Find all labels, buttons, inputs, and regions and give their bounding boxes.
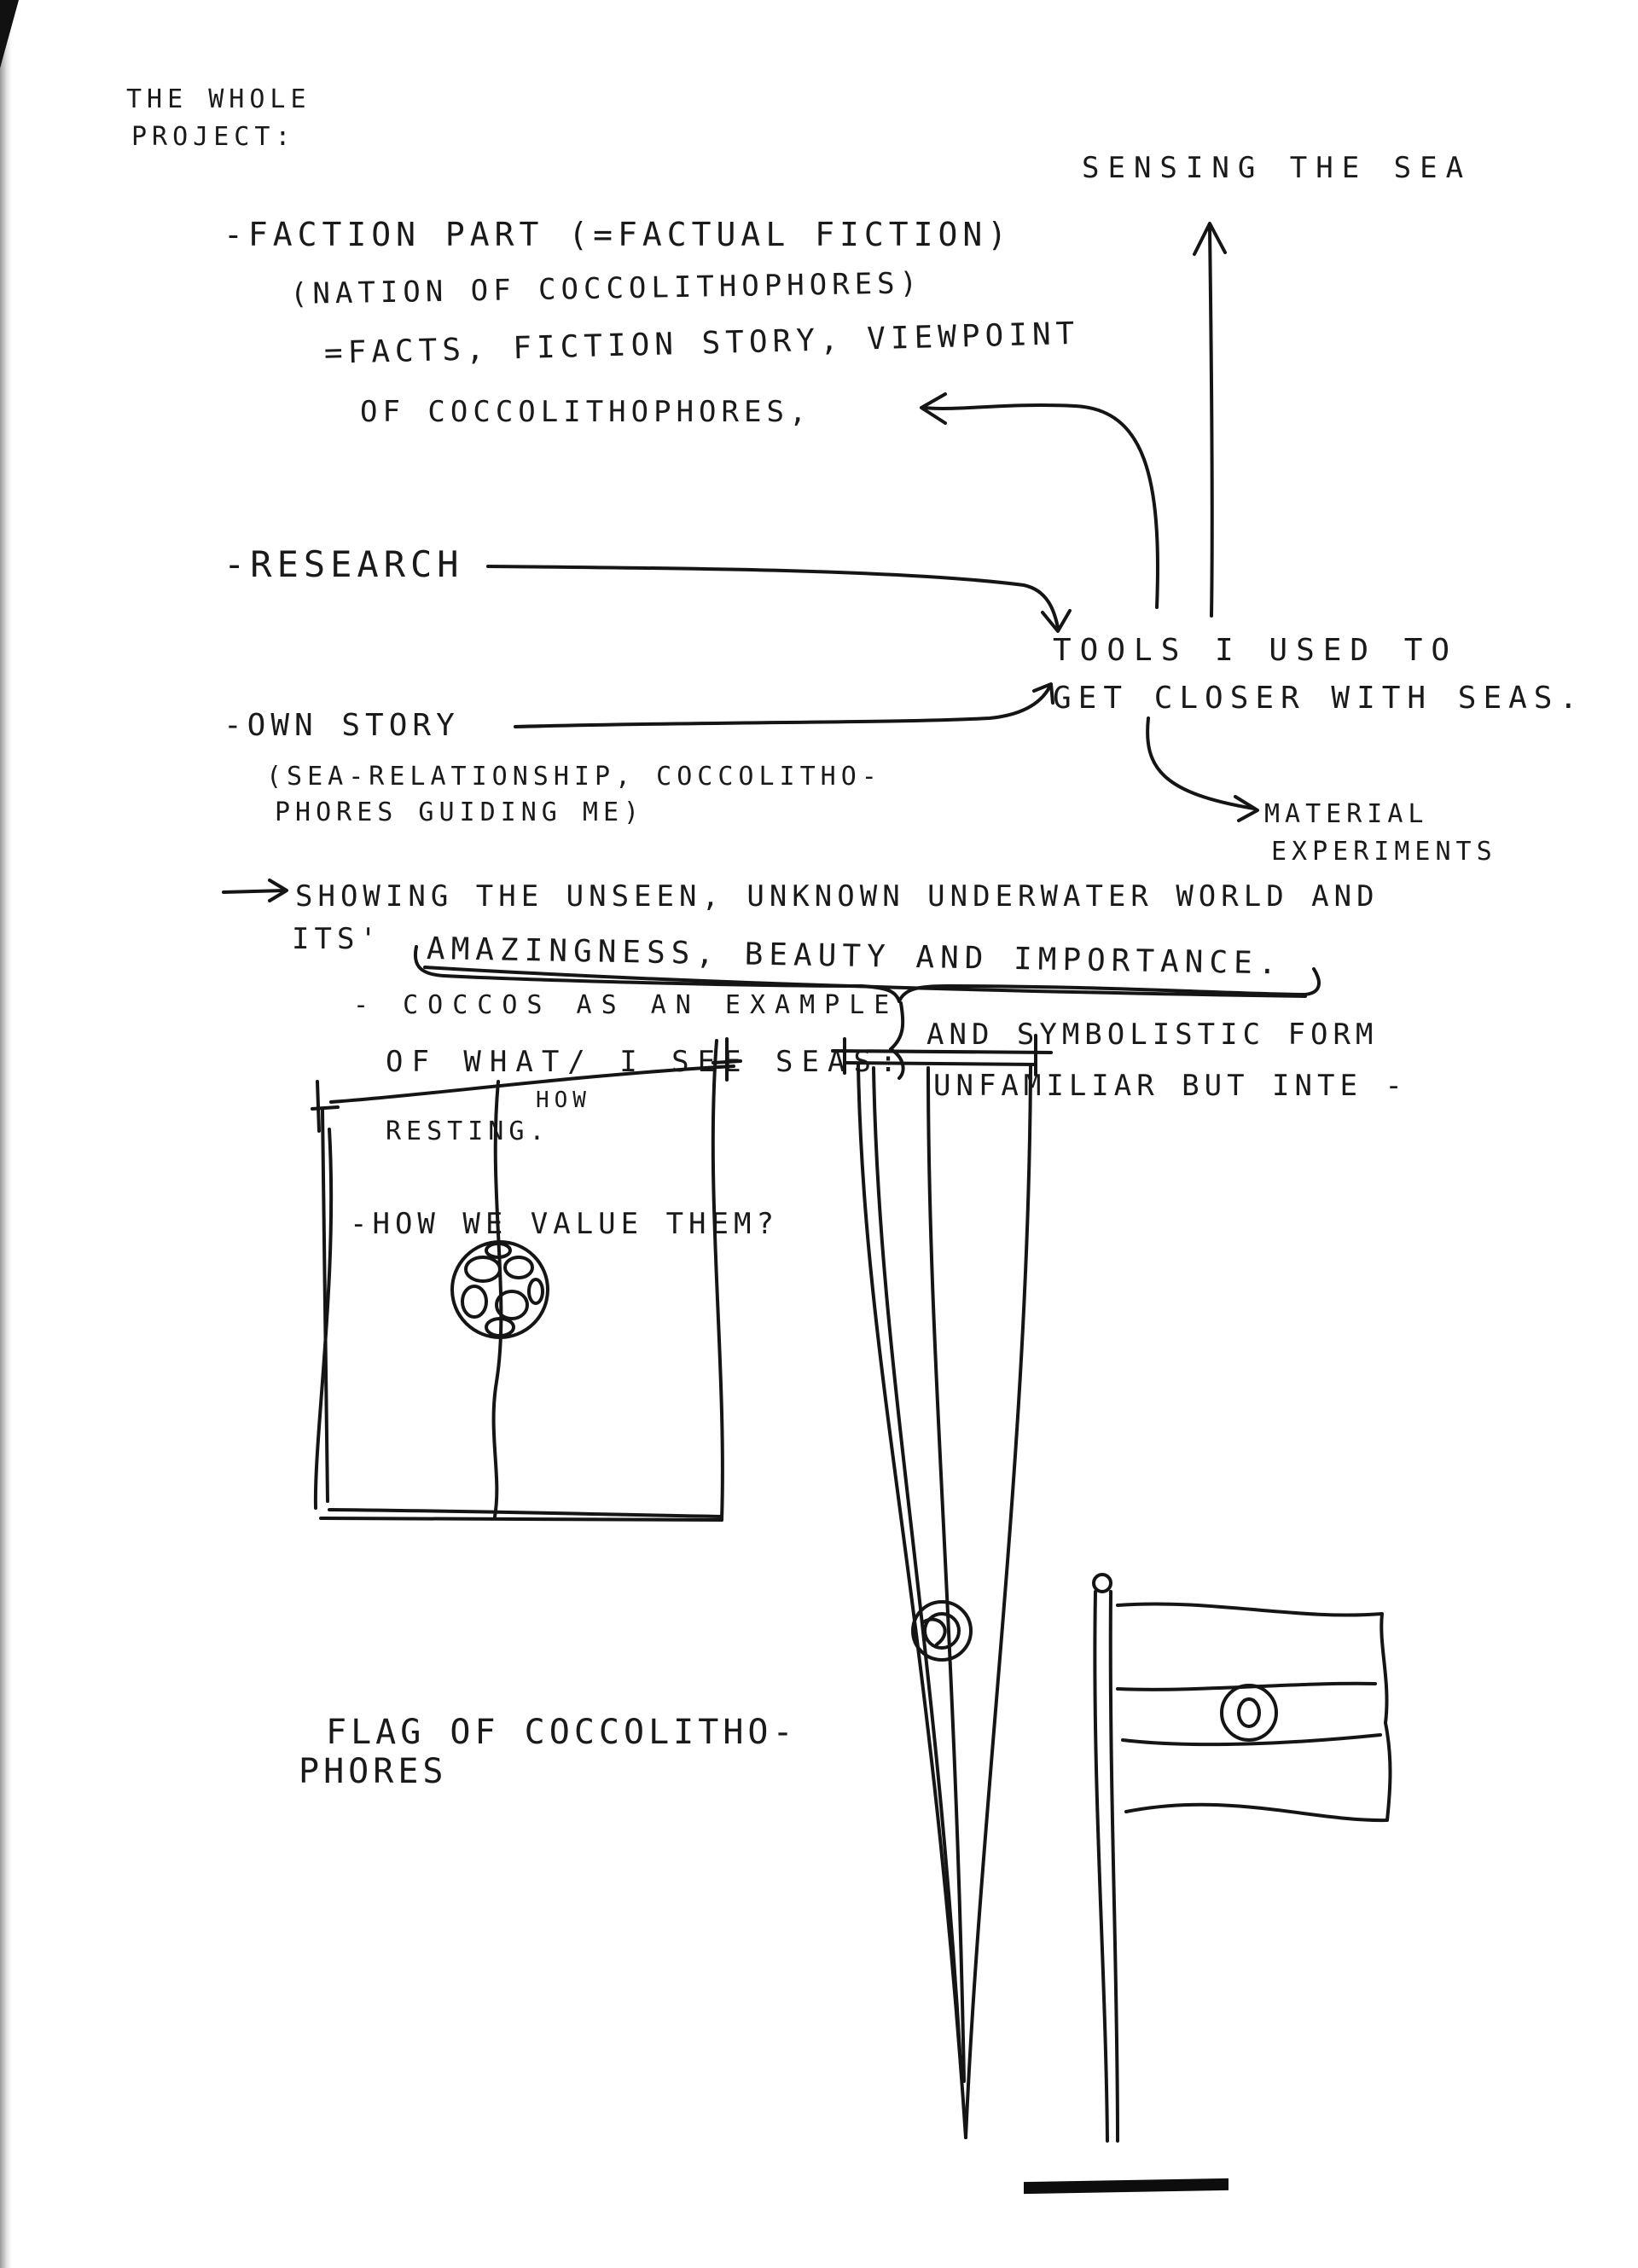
flag-caption-line-2: PHORES [299, 1752, 448, 1791]
value-question: -HOW WE VALUE THEM? [350, 1207, 779, 1241]
showing-line-2-prefix: ITS' [292, 922, 382, 956]
coccos-right-line-1: AND SYMBOLISTIC FORM [926, 1018, 1379, 1052]
pennant-flag-sketch [833, 1035, 1051, 2137]
header-line-1: THE WHOLE [126, 84, 311, 114]
header-line-2: PROJECT: [131, 122, 296, 152]
material-line-1: MATERIAL [1264, 799, 1429, 829]
tools-line-1: TOOLS I USED TO [1053, 633, 1459, 668]
showing-line-1: SHOWING THE UNSEEN, UNKNOWN UNDERWATER WORLD AND [295, 879, 1380, 914]
faction-line-3: =FACTS, FICTION STORY, VIEWPOINT [323, 316, 1080, 371]
coccos-line-1: - COCCOS AS AN EXAMPLE [353, 990, 899, 1020]
faction-line-1: -FACTION PART (=FACTUAL FICTION) [224, 216, 1013, 253]
coccos-line-2: OF WHAT/ I SEE SEAS: [386, 1045, 906, 1079]
faction-line-2: (NATION OF COCCOLITHOPHORES) [289, 266, 923, 311]
coccos-how: HOW [536, 1088, 591, 1113]
brace-left [415, 947, 899, 1001]
square-flag-sketch [312, 1039, 741, 1520]
arrow-to-sensing [1210, 229, 1212, 616]
showing-line-2: AMAZINGNESS, BEAUTY AND IMPORTANCE. [426, 931, 1283, 982]
sensing-the-sea-label: SENSING THE SEA [1082, 151, 1472, 185]
own-story-line-1: -OWN STORY [224, 708, 460, 743]
own-story-line-2: (SEA-RELATIONSHIP, COCCOLITHO- [266, 762, 882, 792]
material-line-2: EXPERIMENTS [1271, 837, 1497, 867]
arrow-story-to-tools [515, 687, 1049, 727]
flag-caption-line-1: FLAG OF COCCOLITHO- [326, 1713, 798, 1752]
coccos-right-line-2: UNFAMILIAR BUT INTE - [933, 1069, 1408, 1103]
arrow-showing [224, 890, 285, 892]
research-label: -RESEARCH [224, 543, 464, 585]
arrow-to-viewpoint [925, 405, 1158, 607]
faction-line-4: OF COCCOLITHOPHORES, [360, 395, 812, 429]
arrow-research-to-tools [488, 566, 1058, 628]
brace-stem [891, 1003, 903, 1078]
own-story-line-3: PHORES GUIDING ME) [275, 798, 645, 827]
coccos-line-3: RESTING. [386, 1117, 550, 1146]
arrow-to-material [1147, 718, 1254, 809]
waving-flag-sketch [1094, 1575, 1391, 2141]
tools-line-2: GET CLOSER WITH SEAS. [1053, 681, 1585, 716]
